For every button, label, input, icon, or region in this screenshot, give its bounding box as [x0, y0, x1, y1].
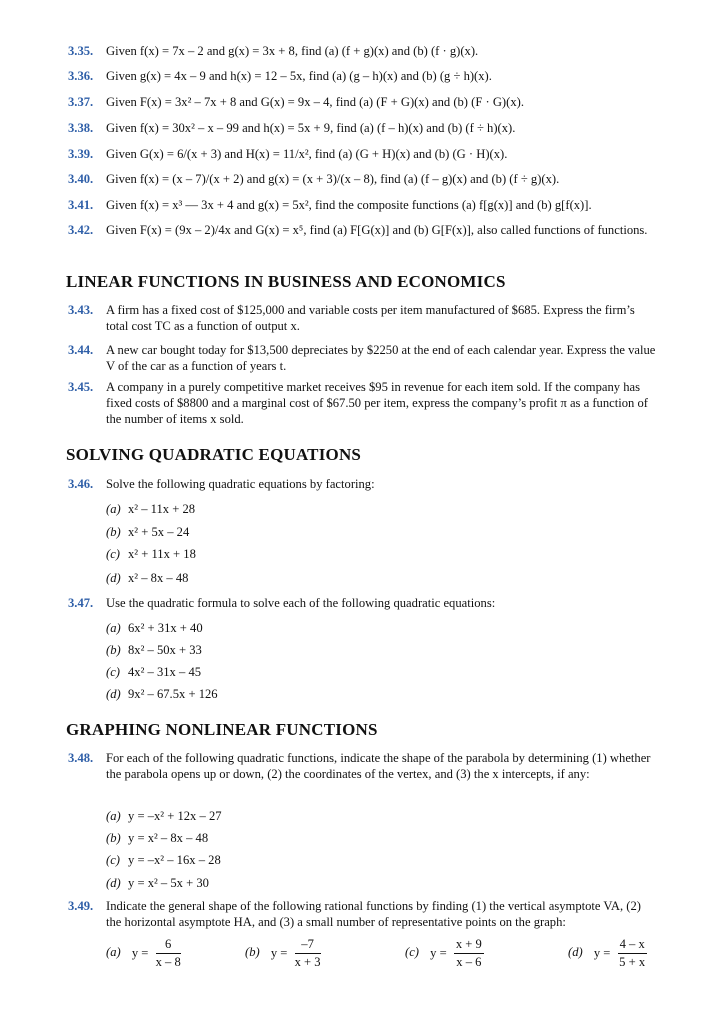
problem-text: Use the quadratic formula to solve each of the following quadratic equations:	[106, 596, 496, 610]
problem-text: Given F(x) = 3x² – 7x + 8 and G(x) = 9x – 4, find (a) (F + G)(x) and (b) (F · G)(x).	[106, 95, 524, 109]
problem-3-45	[68, 379, 658, 427]
subitem-expr: y = x² – 8x – 48	[128, 831, 209, 845]
subitem-label: (b)	[106, 643, 121, 657]
problem-text: Solve the following quadratic equations by factoring:	[106, 477, 375, 491]
subitem-label: (b)	[106, 525, 121, 539]
subitem-label: (a)	[106, 621, 121, 635]
problem-number: 3.37.	[68, 95, 94, 109]
fraction-numerator: 6	[156, 937, 181, 954]
problem-3-37	[68, 94, 658, 110]
subitem	[106, 808, 222, 824]
rational-function-a	[106, 937, 181, 970]
subitem	[106, 501, 195, 517]
fraction-numerator: 4 – x	[618, 937, 647, 954]
subitem-expr: y = x² – 5x + 30	[128, 876, 209, 890]
subitem-expr: x² + 11x + 18	[128, 547, 196, 561]
problem-number: 3.39.	[68, 147, 94, 161]
fraction-denominator: x – 8	[155, 955, 181, 969]
problem-text: Given G(x) = 6/(x + 3) and H(x) = 11/x², find (a) (G + H)(x) and (b) (G · H)(x).	[106, 147, 508, 161]
subitem-label: (a)	[106, 502, 121, 516]
subitem-expr: 4x² – 31x – 45	[128, 665, 202, 679]
problem-text: Indicate the general shape of the following rational functions by finding (1) the vertical asymptote VA, (2) the horizontal asymptote HA, and (3) a small number of representative points on the graph:	[106, 899, 641, 929]
problem-number: 3.43.	[68, 303, 94, 317]
subitem-expr: x² – 11x + 28	[128, 502, 196, 516]
fraction-denominator: 5 + x	[619, 955, 646, 969]
fraction-denominator: x + 3	[294, 955, 321, 969]
subitem-expr: 8x² – 50x + 33	[128, 643, 202, 657]
subitem-label: (a)	[106, 945, 121, 960]
problem-number: 3.40.	[68, 172, 94, 186]
subitem-label: (b)	[245, 945, 260, 960]
problem-3-35	[68, 43, 658, 59]
problem-3-39	[68, 146, 658, 162]
subitem-label: (c)	[106, 853, 120, 867]
fraction-denominator: x – 6	[456, 955, 482, 969]
problem-3-41	[68, 197, 658, 213]
fraction	[454, 937, 484, 970]
subitem-label: (d)	[106, 687, 121, 701]
subitem-label: (d)	[106, 571, 121, 585]
subitem-expr: 9x² – 67.5x + 126	[128, 687, 218, 701]
subitem	[106, 570, 188, 586]
problem-3-40	[68, 171, 658, 187]
problem-number: 3.46.	[68, 477, 94, 491]
equation-lhs: y =	[593, 946, 611, 960]
problem-number: 3.48.	[68, 751, 94, 765]
problem-3-44	[68, 342, 658, 374]
problem-number: 3.38.	[68, 121, 94, 135]
subitem-label: (c)	[405, 945, 419, 960]
problem-3-36	[68, 68, 658, 84]
problem-number: 3.42.	[68, 223, 94, 237]
subitem-label: (b)	[106, 831, 121, 845]
problem-text: Given g(x) = 4x – 9 and h(x) = 12 – 5x, find (a) (g – h)(x) and (b) (g ÷ h)(x).	[106, 69, 492, 83]
problem-text: Given f(x) = (x – 7)/(x + 2) and g(x) = (x + 3)/(x – 8), find (a) (f – g)(x) and (b) (f ÷ g)(x).	[106, 172, 560, 186]
equation-lhs: y =	[270, 946, 288, 960]
equation-lhs: y =	[430, 946, 447, 960]
rational-function-c	[405, 937, 484, 970]
rational-function-b	[245, 937, 321, 970]
fraction-numerator: –7	[295, 937, 321, 954]
problem-3-43	[68, 302, 658, 334]
problem-text: A firm has a fixed cost of $125,000 and variable costs per item manufactured of $685. Express the firm’s total cost TC as a function of output x.	[106, 303, 635, 333]
problem-number: 3.44.	[68, 343, 94, 357]
problem-number: 3.36.	[68, 69, 94, 83]
subitem-expr: y = –x² – 16x – 28	[128, 853, 221, 867]
subitem	[106, 875, 209, 891]
section-heading-graphing: GRAPHING NONLINEAR FUNCTIONS	[66, 720, 378, 739]
problem-3-47	[68, 595, 658, 611]
problem-3-49	[68, 898, 658, 930]
subitem-expr: x² + 5x – 24	[128, 525, 190, 539]
subitem-expr: x² – 8x – 48	[128, 571, 189, 585]
subitem-expr: y = –x² + 12x – 27	[128, 809, 222, 823]
problem-number: 3.41.	[68, 198, 94, 212]
fraction-numerator: x + 9	[454, 937, 484, 954]
fraction	[156, 937, 181, 970]
subitem-expr: 6x² + 31x + 40	[128, 621, 203, 635]
subitem	[106, 664, 201, 680]
problem-3-42	[68, 222, 658, 238]
subitem	[106, 852, 221, 868]
section-heading-linear: LINEAR FUNCTIONS IN BUSINESS AND ECONOMICS	[66, 272, 506, 291]
subitem-label: (d)	[106, 876, 121, 890]
subitem	[106, 620, 203, 636]
problem-number: 3.45.	[68, 380, 94, 394]
equation-lhs: y =	[131, 946, 149, 960]
subitem	[106, 830, 208, 846]
subitem	[106, 686, 218, 702]
subitem-label: (c)	[106, 665, 120, 679]
subitem-label: (d)	[568, 945, 583, 960]
fraction	[295, 937, 321, 970]
problem-number: 3.49.	[68, 899, 94, 913]
problem-3-48	[68, 750, 658, 782]
problem-text: Given F(x) = (9x – 2)/4x and G(x) = x⁵, find (a) F[G(x)] and (b) G[F(x)], also called functions of functions.	[106, 223, 648, 237]
subitem	[106, 524, 189, 540]
subitem-label: (c)	[106, 547, 120, 561]
problem-text: Given f(x) = 30x² – x – 99 and h(x) = 5x + 9, find (a) (f – h)(x) and (b) (f ÷ h)(x).	[106, 121, 516, 135]
problem-text: A company in a purely competitive market receives $95 in revenue for each item sold. If the company has fixed costs of $8800 and a marginal cost of $67.50 per item, express the company’s profit π as a function of the number of items x sold.	[106, 380, 648, 426]
subitem-label: (a)	[106, 809, 121, 823]
section-heading-quadratic: SOLVING QUADRATIC EQUATIONS	[66, 445, 362, 464]
fraction	[618, 937, 647, 970]
problem-text: Given f(x) = x³ — 3x + 4 and g(x) = 5x², find the composite functions (a) f[g(x)] and (b) g[f(x)].	[106, 198, 592, 212]
subitem	[106, 546, 196, 562]
problem-3-38	[68, 120, 658, 136]
problem-text: A new car bought today for $13,500 depreciates by $2250 at the end of each calendar year. Express the value V of the car as a function of years t.	[106, 343, 656, 373]
problem-text: Given f(x) = 7x – 2 and g(x) = 3x + 8, find (a) (f + g)(x) and (b) (f · g)(x).	[106, 44, 479, 58]
problem-number: 3.35.	[68, 44, 94, 58]
rational-function-d	[568, 937, 647, 970]
problem-text: For each of the following quadratic functions, indicate the shape of the parabola by determining (1) whether the parabola opens up or down, (2) the coordinates of the vertex, and (3) the x intercepts, if any:	[106, 751, 651, 781]
subitem	[106, 642, 202, 658]
problem-3-46	[68, 476, 658, 492]
problem-number: 3.47.	[68, 596, 94, 610]
